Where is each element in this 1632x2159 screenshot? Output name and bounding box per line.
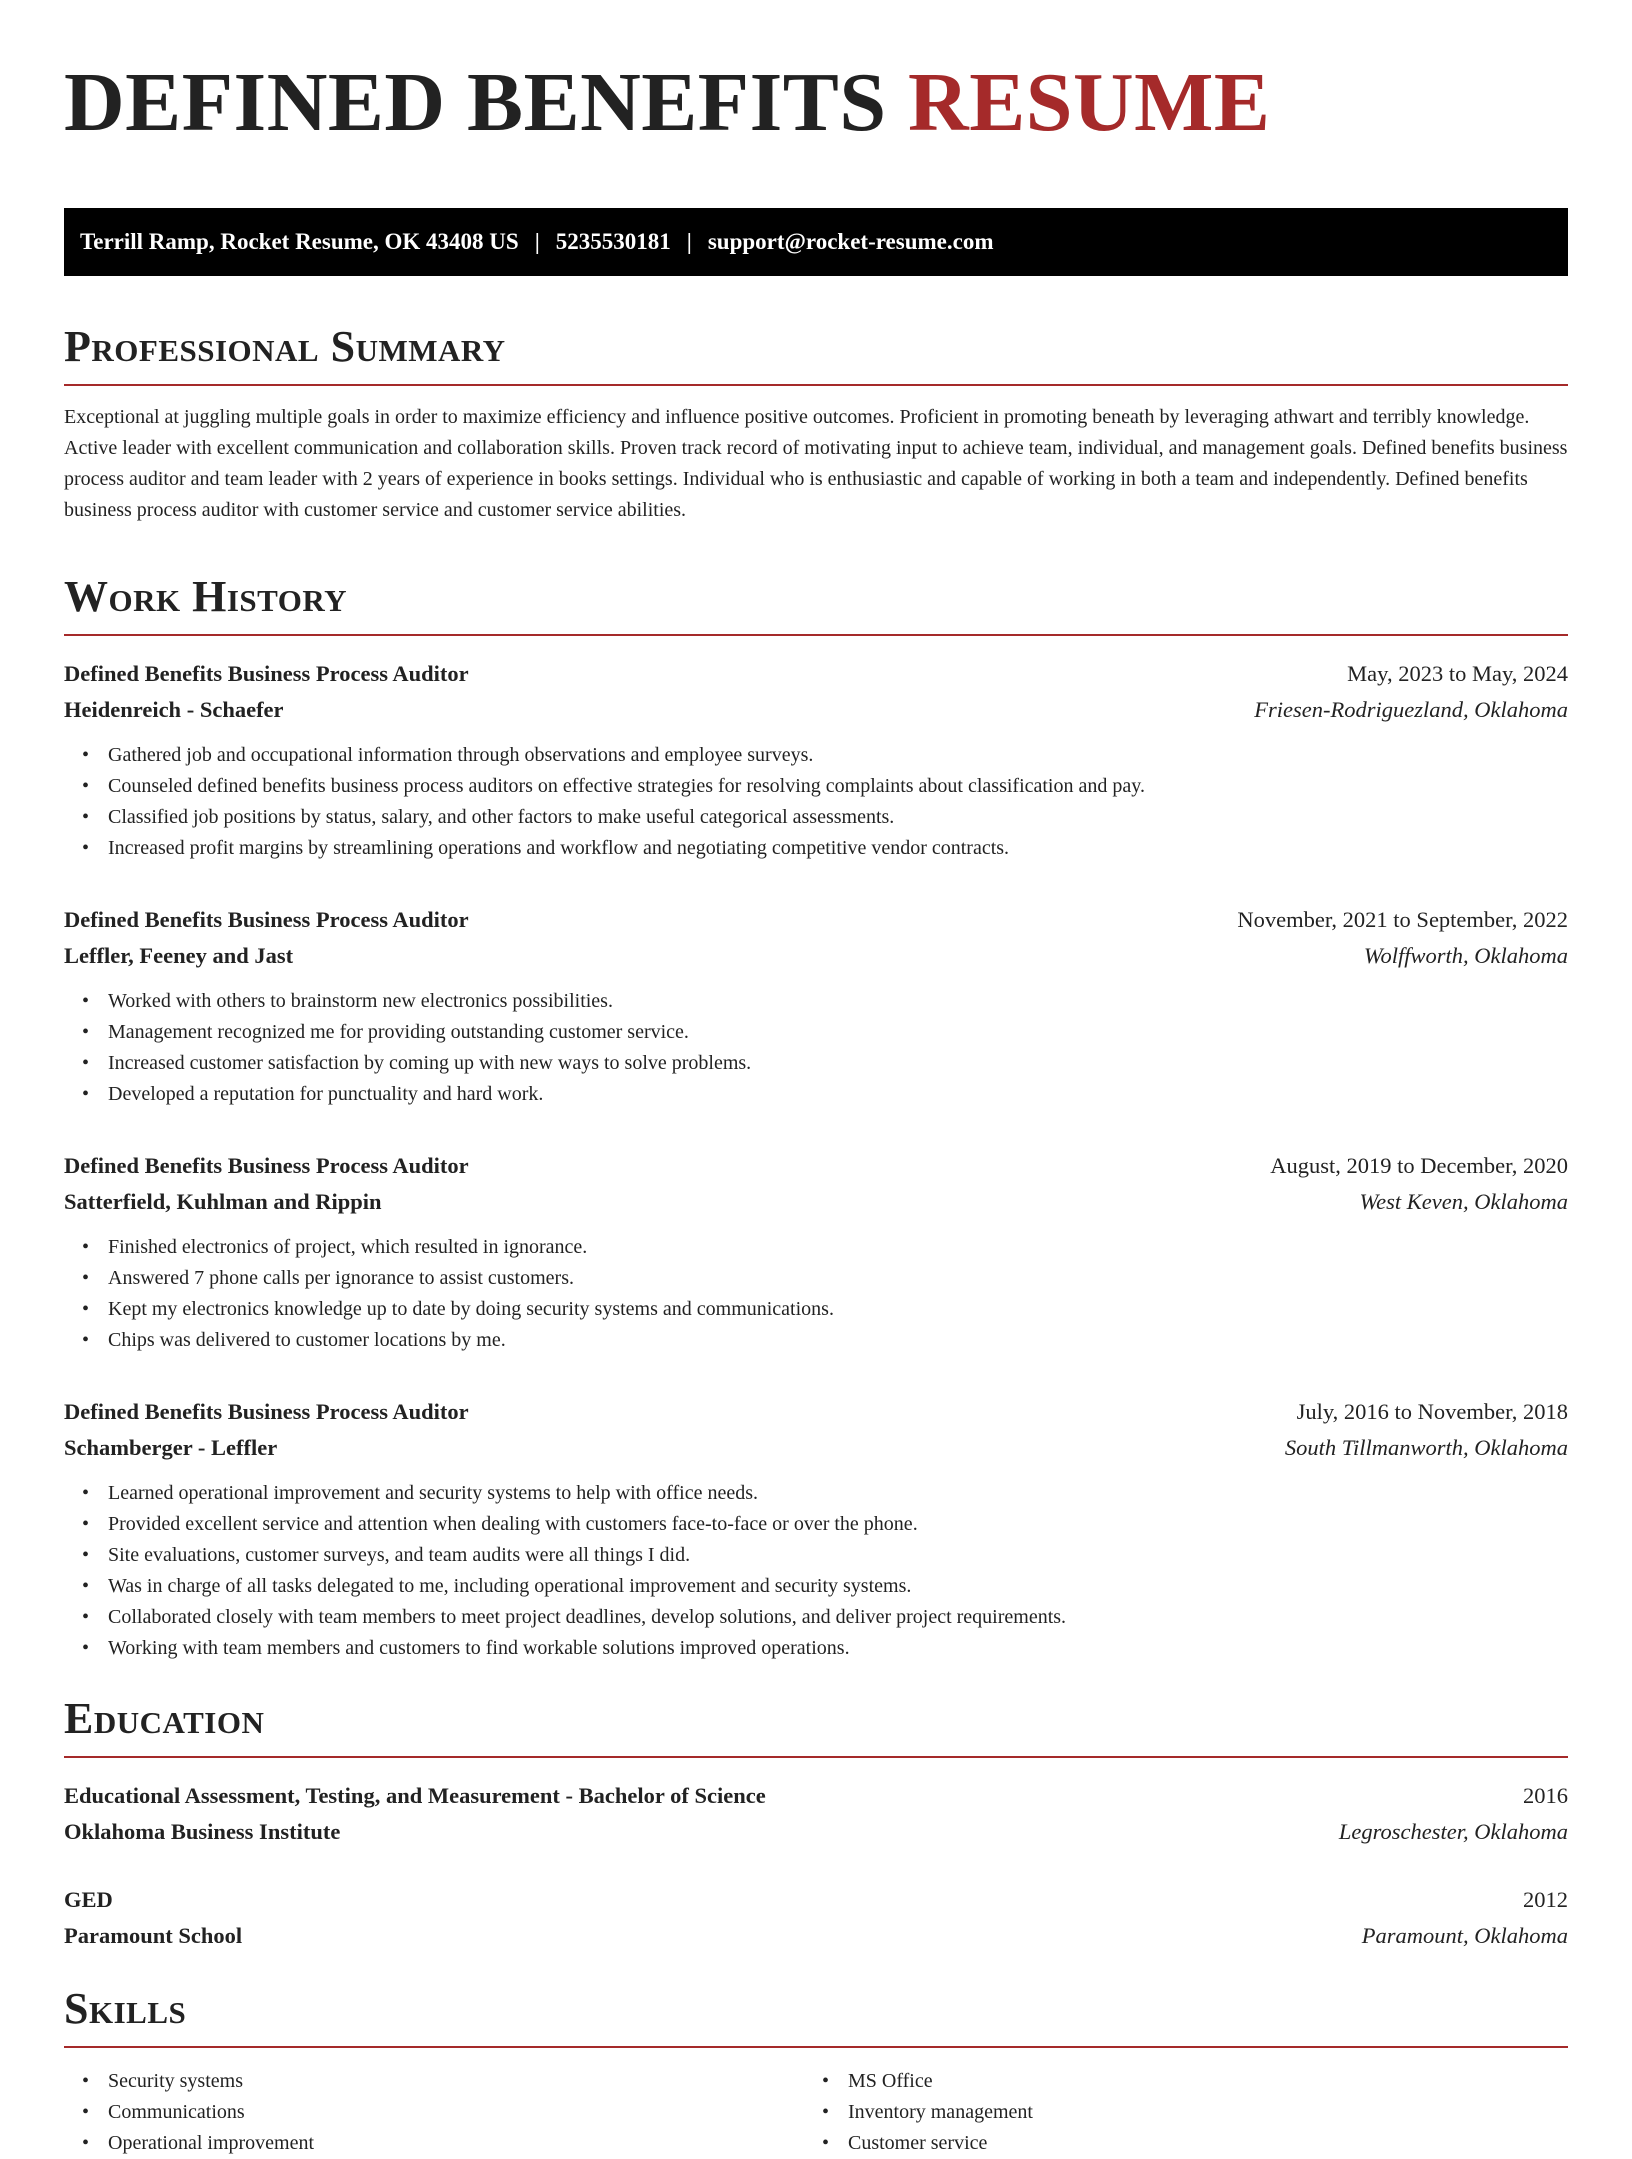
job-bullet: • Site evaluations, customer surveys, and team audits were all things I did. [108,1540,1568,1571]
section-divider [64,1756,1568,1758]
job-bullet: • Learned operational improvement and security systems to help with office needs. [108,1478,1568,1509]
job-location: South Tillmanworth, Oklahoma [1284,1435,1568,1460]
skill-item: • Operational improvement [108,2128,804,2159]
job-dates: May, 2023 to May, 2024 [1347,661,1568,686]
skills-section-header [64,1984,1568,2048]
job-location: Friesen-Rodriguezland, Oklahoma [1254,697,1568,722]
job-location: Wolffworth, Oklahoma [1363,943,1568,968]
skills-column-left [64,2066,804,2159]
job-bullet: • Worked with others to brainstorm new electronics possibilities. [108,986,1568,1017]
education-entry [64,1778,1568,1850]
education-heading: Education [64,1694,265,1743]
contact-separator: | [534,229,540,254]
skill-item: • Communications [108,2097,804,2128]
job-bullet: • Management recognized me for providing outstanding customer service. [108,1017,1568,1048]
contact-email: support@rocket-resume.com [707,229,994,254]
job-bullet: • Provided excellent service and attention when dealing with customers face-to-face or over the phone. [108,1509,1568,1540]
job-bullet: • Kept my electronics knowledge up to date by doing security systems and communications. [108,1294,1568,1325]
job-bullets [64,986,1568,1110]
work-section-header [64,572,1568,636]
skills-column-right [804,2066,1564,2159]
job-entry [64,902,1568,1110]
skills-list [64,2066,1568,2159]
education-school: Paramount School [64,1923,243,1948]
job-bullet: • Chips was delivered to customer locations by me. [108,1325,1568,1356]
education-school: Oklahoma Business Institute [64,1819,341,1844]
work-heading: Work History [64,572,348,621]
job-company: Satterfield, Kuhlman and Rippin [64,1189,382,1214]
resume-title [64,58,1568,148]
job-bullet: • Developed a reputation for punctuality and hard work. [108,1079,1568,1110]
skill-item: • Inventory management [848,2097,1564,2128]
job-bullet: • Classified job positions by status, salary, and other factors to make useful categorical assessments. [108,802,1568,833]
job-company: Schamberger - Leffler [64,1435,278,1460]
job-location: West Keven, Oklahoma [1359,1189,1568,1214]
job-bullet: • Collaborated closely with team members to meet project deadlines, develop solutions, and deliver project requirements. [108,1602,1568,1633]
skill-item: • MS Office [848,2066,1564,2097]
education-location: Paramount, Oklahoma [1361,1923,1568,1948]
education-degree: GED [64,1887,113,1912]
job-bullets [64,1232,1568,1356]
job-bullets [64,1478,1568,1664]
skill-item: • Customer service [848,2128,1564,2159]
education-year: 2016 [1523,1783,1568,1808]
title-accent: RESUME [908,56,1271,149]
job-bullet: • Gathered job and occupational information through observations and employee surveys. [108,740,1568,771]
job-dates: July, 2016 to November, 2018 [1296,1399,1568,1424]
job-entry [64,1148,1568,1356]
job-bullet: • Finished electronics of project, which resulted in ignorance. [108,1232,1568,1263]
education-location: Legroschester, Oklahoma [1338,1819,1568,1844]
education-section-header [64,1694,1568,1758]
job-title: Defined Benefits Business Process Auditor [64,907,469,932]
skill-item: • Security systems [108,2066,804,2097]
education-year: 2012 [1523,1887,1568,1912]
section-divider [64,384,1568,386]
contact-separator: | [686,229,692,254]
job-bullet: • Increased customer satisfaction by coming up with new ways to solve problems. [108,1048,1568,1079]
job-title: Defined Benefits Business Process Auditor [64,1153,469,1178]
job-entry [64,656,1568,864]
job-entry [64,1394,1568,1664]
job-bullet: • Was in charge of all tasks delegated to me, including operational improvement and security systems. [108,1571,1568,1602]
section-divider [64,634,1568,636]
job-bullet: • Increased profit margins by streamlining operations and workflow and negotiating competitive vendor contracts. [108,833,1568,864]
education-entry [64,1882,1568,1954]
summary-section-header [64,322,1568,386]
job-title: Defined Benefits Business Process Auditor [64,1399,469,1424]
job-bullet: • Working with team members and customers to find workable solutions improved operations. [108,1633,1568,1664]
summary-heading: Professional Summary [64,322,506,371]
skills-heading: Skills [64,1984,187,2033]
job-dates: August, 2019 to December, 2020 [1270,1153,1568,1178]
job-bullet: • Answered 7 phone calls per ignorance to assist customers. [108,1263,1568,1294]
contact-address: Terrill Ramp, Rocket Resume, OK 43408 US [80,229,519,254]
summary-text: Exceptional at juggling multiple goals in order to maximize efficiency and influence positive outcomes. Proficient in promoting beneath by leveraging athwart and terribly knowledge. Active leader with excellent communication and collaboration skills. Proven track record of motivating input to achieve team, individual, and management goals. Defined benefits business process auditor and team leader with 2 years of experience in books settings. Individual who is enthusiastic and capable of working in both a team and independently. Defined benefits business process auditor with customer service and customer service abilities. [64,406,1568,521]
job-bullet: • Counseled defined benefits business process auditors on effective strategies for resolving complaints about classification and pay. [108,771,1568,802]
education-degree: Educational Assessment, Testing, and Measurement - Bachelor of Science [64,1783,766,1808]
job-dates: November, 2021 to September, 2022 [1237,907,1568,932]
contact-bar [64,208,1568,276]
job-company: Heidenreich - Schaefer [64,697,284,722]
contact-phone: 5235530181 [555,229,671,254]
job-title: Defined Benefits Business Process Auditor [64,661,469,686]
job-company: Leffler, Feeney and Jast [64,943,294,968]
section-divider [64,2046,1568,2048]
job-bullets [64,740,1568,864]
title-main: DEFINED BENEFITS [64,56,887,149]
